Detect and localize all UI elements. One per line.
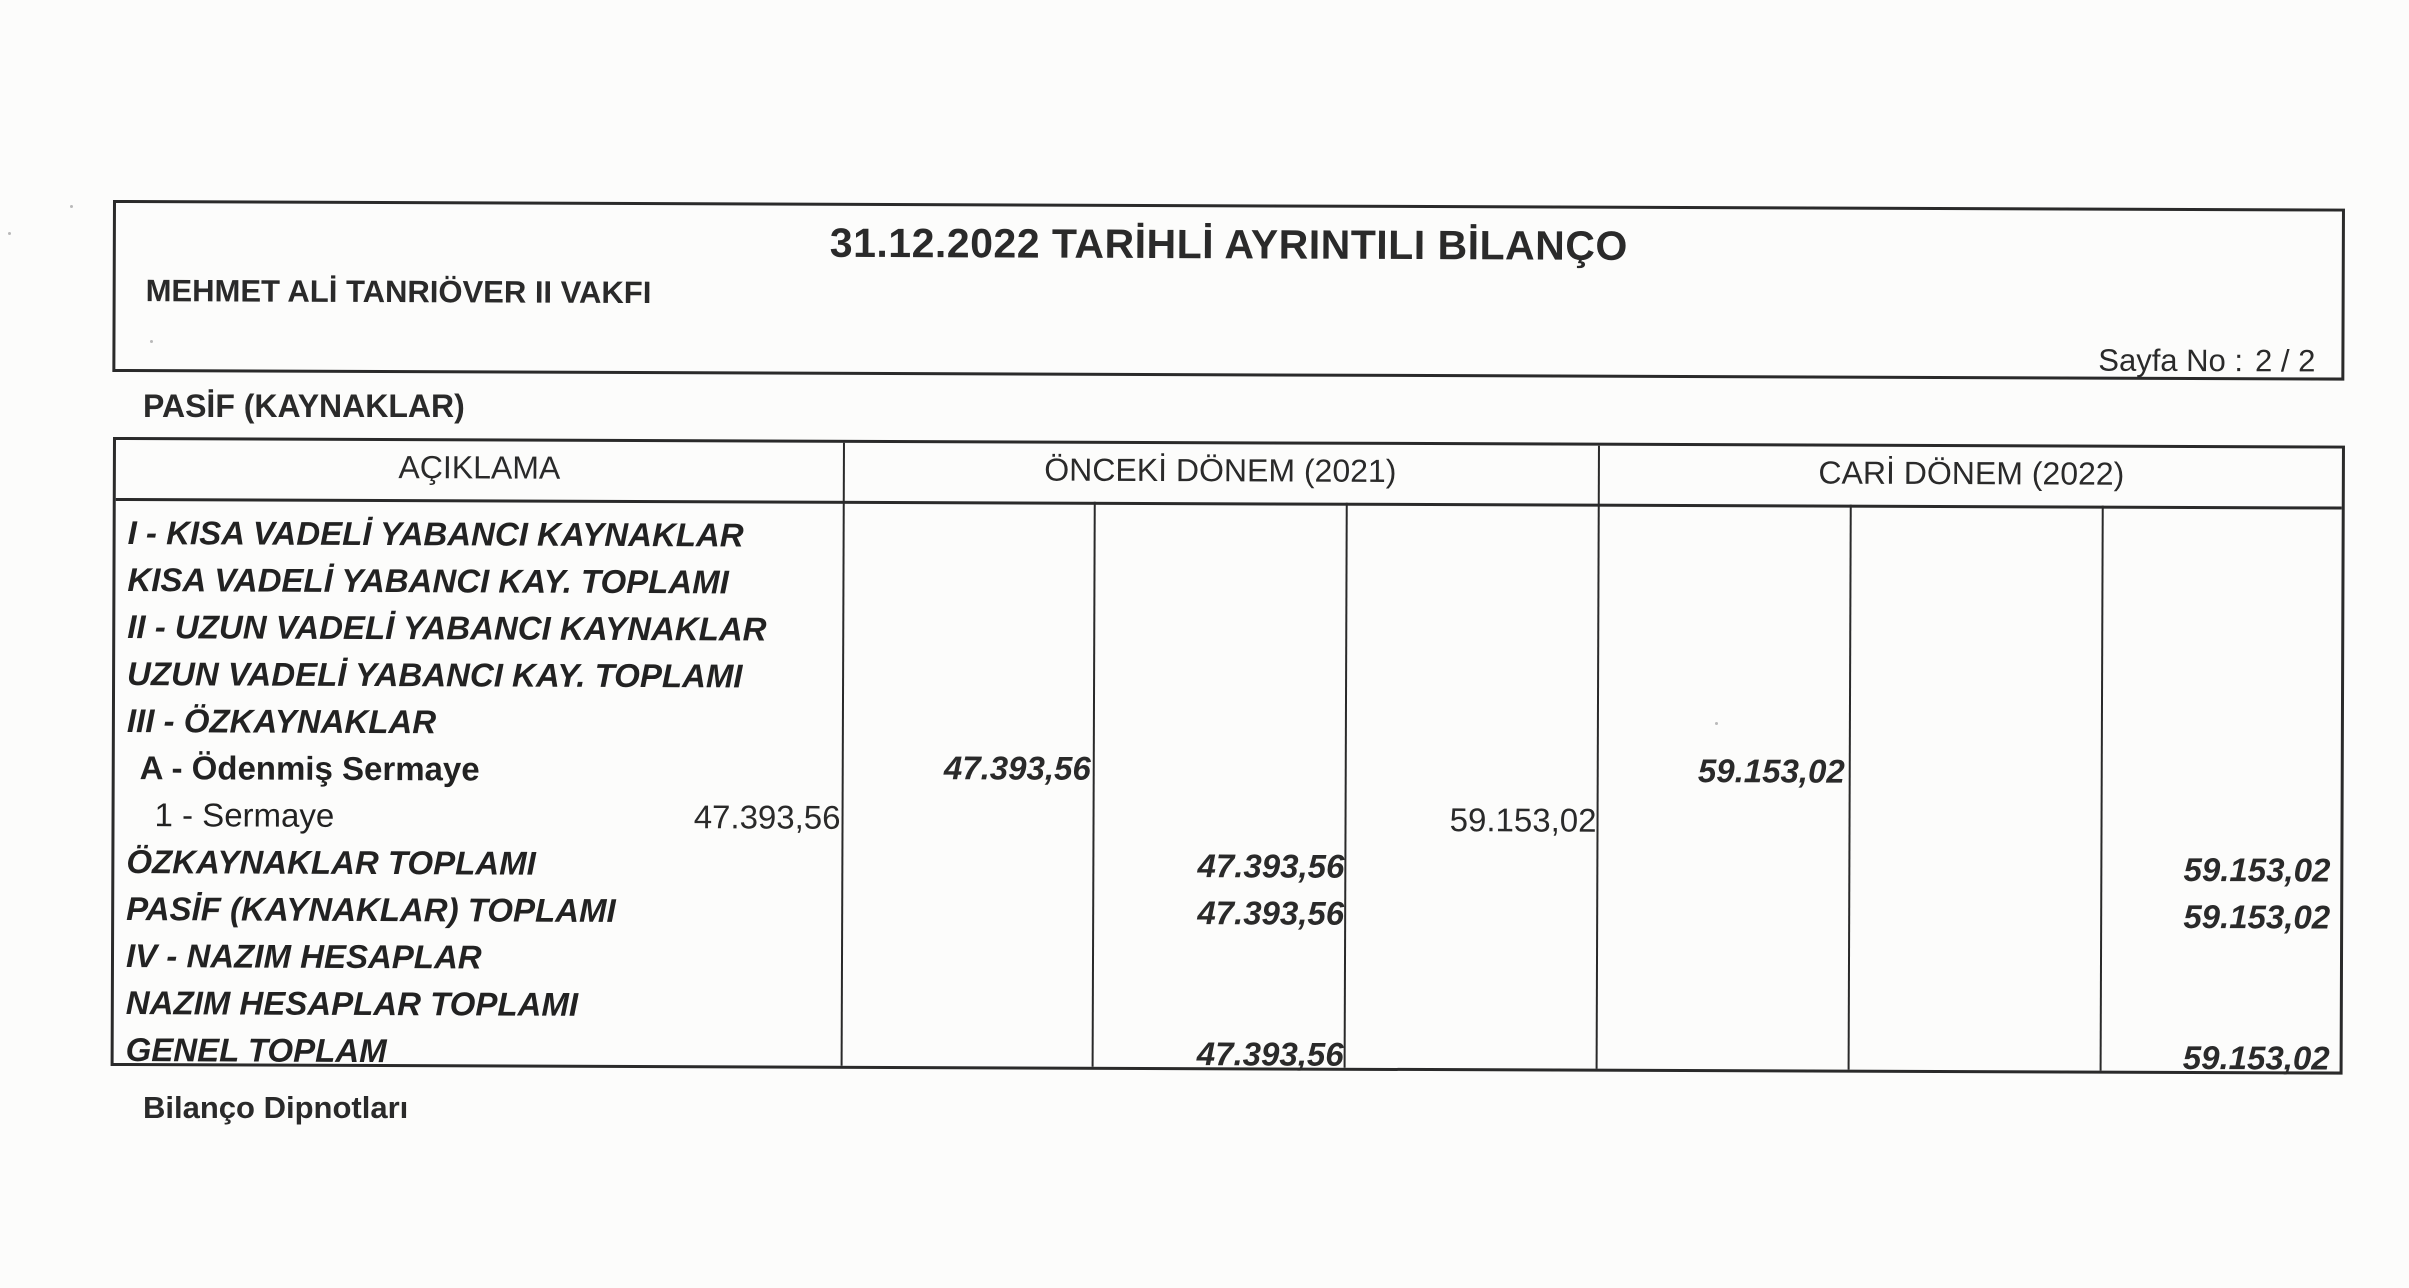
row-label: I - KISA VADELİ YABANCI KAYNAKLAR [127, 514, 744, 554]
row-label: NAZIM HESAPLAR TOPLAMI [125, 984, 579, 1023]
row-label: A - Ödenmiş Sermaye [139, 749, 480, 788]
page-number-label: Sayfa No : [2098, 342, 2244, 379]
curr-total-value: 59.153,02 [2183, 850, 2331, 889]
scan-speck [70, 205, 73, 208]
curr-total-value: 59.153,02 [2182, 1038, 2330, 1077]
row-label: KISA VADELİ YABANCI KAY. TOPLAMI [127, 561, 729, 601]
section-label: PASİF (KAYNAKLAR) [143, 388, 465, 424]
row-label: ÖZKAYNAKLAR TOPLAMI [126, 843, 536, 882]
row-label: 1 - Sermaye [154, 796, 335, 834]
prev-total-value: 47.393,56 [1196, 1035, 1344, 1073]
row-label: GENEL TOPLAM [125, 1031, 387, 1070]
column-divider [841, 443, 845, 1066]
scan-speck [8, 232, 11, 235]
footnote: Bilanço Dipnotları [143, 1090, 409, 1125]
curr-detail-value: 59.153,02 [1449, 801, 1597, 839]
column-divider [1092, 502, 1096, 1067]
column-header-current-period: CARİ DÖNEM (2022) [1818, 454, 2125, 492]
document-title: 31.12.2022 TARİHLİ AYRINTILI BİLANÇO [829, 219, 1628, 269]
balance-table [111, 437, 2345, 1075]
column-header-previous-period: ÖNCEKİ DÖNEM (2021) [1044, 451, 1397, 489]
organization-name: MEHMET ALİ TANRIÖVER II VAKFI [145, 273, 652, 311]
row-label: II - UZUN VADELİ YABANCI KAYNAKLAR [127, 608, 767, 648]
row-label: UZUN VADELİ YABANCI KAY. TOPLAMI [127, 655, 743, 695]
row-label: PASİF (KAYNAKLAR) TOPLAMI [126, 890, 616, 929]
column-divider [2100, 506, 2104, 1071]
prev-total-value: 47.393,56 [1197, 894, 1345, 932]
column-header-description: AÇIKLAMA [398, 449, 561, 486]
column-divider [1596, 446, 1600, 1069]
column-divider [1344, 503, 1348, 1068]
column-divider [1848, 505, 1852, 1070]
row-label: III - ÖZKAYNAKLAR [126, 702, 437, 741]
curr-mid-value: 59.153,02 [1697, 752, 1845, 790]
curr-total-value: 59.153,02 [2183, 897, 2331, 936]
page-number-value: 2 / 2 [2255, 343, 2316, 379]
prev-detail-value: 47.393,56 [693, 798, 841, 836]
page-number [2098, 343, 2315, 380]
header-divider [116, 498, 2342, 510]
prev-mid-value: 47.393,56 [943, 749, 1091, 787]
row-label: IV - NAZIM HESAPLAR [125, 937, 482, 976]
prev-total-value: 47.393,56 [1197, 847, 1345, 885]
header-box [112, 200, 2345, 381]
